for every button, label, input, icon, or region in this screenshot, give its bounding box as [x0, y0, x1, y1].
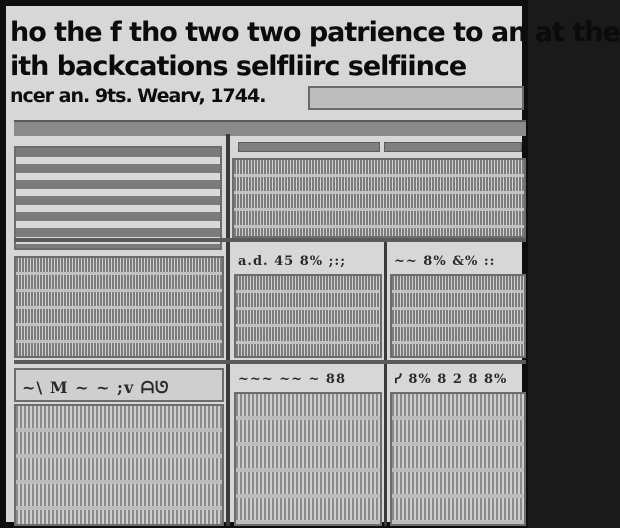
headline-line-1: ho the f tho two two patrience to an at the [10, 17, 620, 48]
upper-left-striped-panel [14, 146, 222, 250]
row-divider [14, 238, 526, 242]
upper-right-text-block [232, 158, 526, 238]
title-box [308, 86, 524, 110]
low-center-text-block [234, 392, 382, 526]
row-divider [14, 360, 526, 364]
low-right-caption: ᓯ 8% 8 2 8 8% [394, 372, 508, 387]
low-left-caption: ~\ M ~ ~ ;ᴠ ᗩᘎ [22, 378, 170, 397]
mid-left-text-block [14, 256, 224, 358]
low-left-header-box [14, 368, 224, 402]
header-bar [238, 142, 380, 152]
mid-right-caption: ~~ 8% &% :: [394, 254, 496, 269]
upper-right-header-bars [232, 134, 526, 158]
mid-center-caption: a.d. 45 8% ;:; [238, 254, 347, 269]
header-bar [384, 142, 522, 152]
headline-line-3: ncer an. 9ts. Wearv, 1744. [10, 85, 266, 107]
low-center-caption: ~~~ ~~ ~ 88 [238, 372, 347, 387]
column-divider [226, 134, 230, 526]
mid-center-text-block [234, 274, 382, 358]
low-left-text-block [14, 404, 224, 526]
mid-right-text-block [390, 274, 526, 358]
headline-line-2: ith backcations selfliirc selfiince [10, 51, 467, 82]
low-right-text-block [390, 392, 526, 526]
column-divider [384, 242, 387, 526]
